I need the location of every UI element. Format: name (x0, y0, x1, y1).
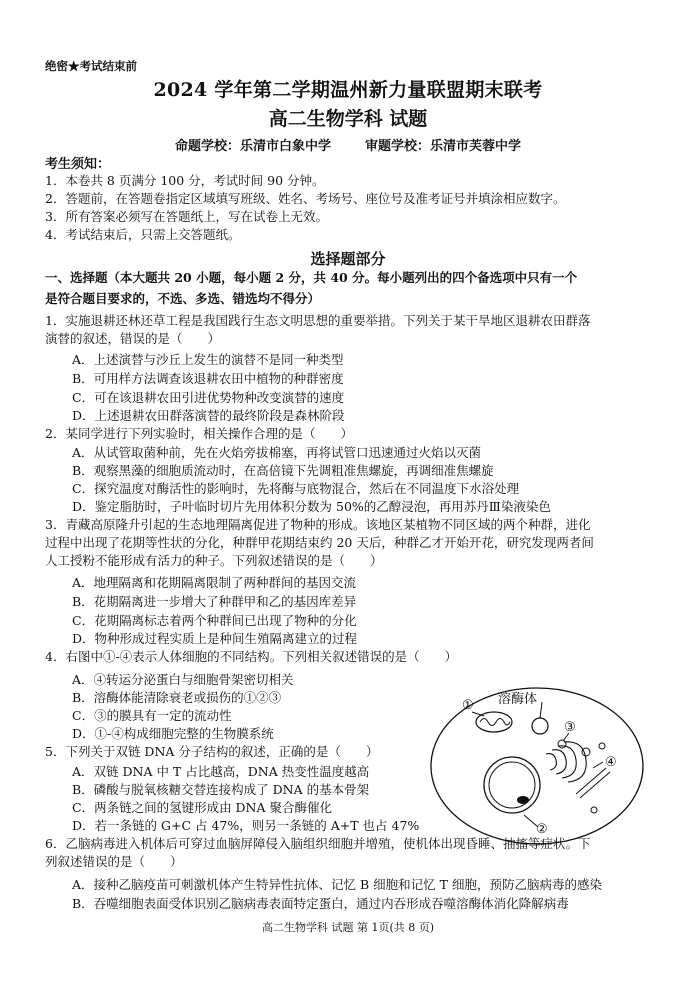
question-stem: 2．某同学进行下列实验时，相关操作合理的是（ ） (45, 426, 353, 441)
option-a: A．双链 DNA 中 T 占比越高，DNA 热变性温度越高 (72, 764, 370, 779)
notice-item: 1．本卷共 8 页满分 100 分，考试时间 90 分钟。 (45, 173, 325, 188)
question-stem: 5．下列关于双链 DNA 分子结构的叙述，正确的是（ ） (45, 744, 379, 759)
option-c: C．花期隔离标志着两个种群间已出现了物种的分化 (72, 613, 357, 628)
question-stem: 3．青藏高原隆升引起的生态地理隔离促进了物种的形成。该地区某植物不同区域的两个种群，进化 (45, 517, 591, 532)
page-footer: 高二生物学科 试题 第 1页(共 8 页) (261, 921, 435, 934)
golgi-cisterna-1 (546, 754, 556, 770)
lysosome-shape (532, 718, 548, 734)
notice-item: 2．答题前，在答题卷指定区域填写班级、姓名、考场号、座位号及准考证号并填涂相应数字。 (45, 191, 566, 206)
option-c: C．两条链之间的氢键形成由 DNA 聚合酶催化 (72, 800, 332, 815)
school-line (0, 135, 696, 154)
question-stem: 6．乙脑病毒进入机体后可穿过血脑屏障侵入脑组织细胞并增殖，使机体出现昏睡、抽搐等症状。下 (45, 836, 591, 851)
setter-school: 命题学校：乐清市白象中学 (174, 139, 331, 154)
nucleus-outer (484, 757, 540, 813)
section-instructions: 一、选择题（本大题共 20 小题，每小题 2 分，共 40 分。每小题列出的四个备选项中只有一个 (45, 270, 578, 285)
label-structure-1: ① (462, 698, 474, 713)
question-stem: 过程中出现了花期等性状的分化，种群甲花期结束约 20 天后，种群乙才开始开花，研究发现两者间 (45, 535, 594, 550)
cytoskeleton-fiber (580, 772, 610, 798)
leader-line-4 (593, 762, 603, 768)
option-b: B．可用样方法调查该退耕农田中植物的种群密度 (72, 371, 344, 386)
option-b: B．花期隔离进一步增大了种群甲和乙的基因库差异 (72, 594, 357, 609)
part-title: 选择题部分 (310, 250, 386, 268)
notice-item: 4．考试结束后，只需上交答题纸。 (45, 227, 241, 242)
label-structure-4: ④ (605, 755, 617, 770)
confidential-mark: 绝密★考试结束前 (45, 59, 137, 73)
option-c: C．探究温度对酶活性的影响时，先将酶与底物混合，然后在不同温度下水浴处理 (72, 481, 520, 496)
question-stem: 4．右图中①-④表示人体细胞的不同结构。下列相关叙述错误的是（ ） (45, 649, 458, 664)
notice-heading: 考生须知： (45, 157, 111, 172)
option-c: C．③的膜具有一定的流动性 (72, 708, 232, 723)
question-stem: 1．实施退耕还林还草工程是我国践行生态文明思想的重要举措。下列关于某干旱地区退耕农田群落 (45, 313, 591, 328)
question-stem: 人工授粉不能形成有活力的种子。下列叙述错误的是（ ） (45, 553, 383, 568)
vesicle (558, 740, 566, 748)
reviewer-school: 审题学校：乐清市芙蓉中学 (365, 139, 522, 154)
option-b: B．溶酶体能清除衰老或损伤的①②③ (72, 690, 282, 705)
option-a: A．④转运分泌蛋白与细胞骨架密切相关 (72, 672, 294, 687)
notice-item: 3．所有答案必须写在答题纸上，写在试卷上无效。 (45, 209, 328, 224)
question-stem: 演替的叙述，错误的是（ ） (45, 331, 221, 346)
option-d: D．物种形成过程实质上是种间生殖隔离建立的过程 (72, 631, 358, 646)
golgi-cisterna-4 (564, 742, 586, 782)
exam-subtitle: 高二生物学科 试题 (268, 108, 428, 130)
option-d: D．①-④构成细胞完整的生物膜系统 (72, 726, 274, 741)
nucleolus (517, 796, 529, 804)
option-a: A．接种乙脑疫苗可刺激机体产生特异性抗体、记忆 B 细胞和记忆 T 细胞，预防乙脑病毒的感染 (72, 877, 602, 892)
section-instructions-cont: 是符合题目要求的，不选、多选、错选均不得分） (45, 291, 321, 306)
label-structure-3: ③ (564, 720, 576, 735)
option-c: C．可在该退耕农田引进优势物种改变演替的速度 (72, 390, 345, 405)
leader-line-lysosome (540, 702, 542, 718)
cytoskeleton-fiber (576, 768, 606, 794)
vesicle (582, 748, 590, 756)
option-d: D．鉴定脂肪时，子叶临时切片先用体积分数为 50%的乙醇浸泡，再用苏丹Ⅲ染液染色 (72, 499, 551, 514)
option-a: A．从试管取菌种前，先在火焰旁拔棉塞，再将试管口迅速通过火焰以灭菌 (72, 445, 482, 460)
option-d: D．上述退耕农田群落演替的最终阶段是森林阶段 (72, 408, 345, 423)
option-d: D．若一条链的 G+C 占 47%，则另一条链的 A+T 也占 47% (72, 818, 420, 833)
label-structure-2: ② (536, 822, 548, 837)
option-b: B．观察黑藻的细胞质流动时，在高倍镜下先调粗准焦螺旋，再调细准焦螺旋 (72, 463, 494, 478)
vesicle (591, 807, 597, 813)
question-stem: 列叙述错误的是（ ） (45, 854, 183, 869)
label-lysosome: 溶酶体 (498, 692, 538, 707)
mitochondrion-cristae (480, 719, 510, 726)
option-b: B．吞噬细胞表面受体识别乙脑病毒表面特定蛋白，通过内吞形成吞噬溶酶体消化降解病毒 (72, 896, 569, 911)
option-b: B．磷酸与脱氧核糖交替连接构成了 DNA 的基本骨架 (72, 782, 370, 797)
option-a: A．上述演替与沙丘上发生的演替不是同一种类型 (72, 352, 344, 367)
vesicle (599, 743, 605, 749)
option-a: A．地理隔离和花期隔离限制了两种群间的基因交流 (72, 575, 357, 590)
golgi-cisterna-2 (552, 750, 566, 774)
cell-diagram (426, 682, 648, 847)
exam-title: 2024 学年第二学期温州新力量联盟期末联考 (153, 79, 543, 101)
